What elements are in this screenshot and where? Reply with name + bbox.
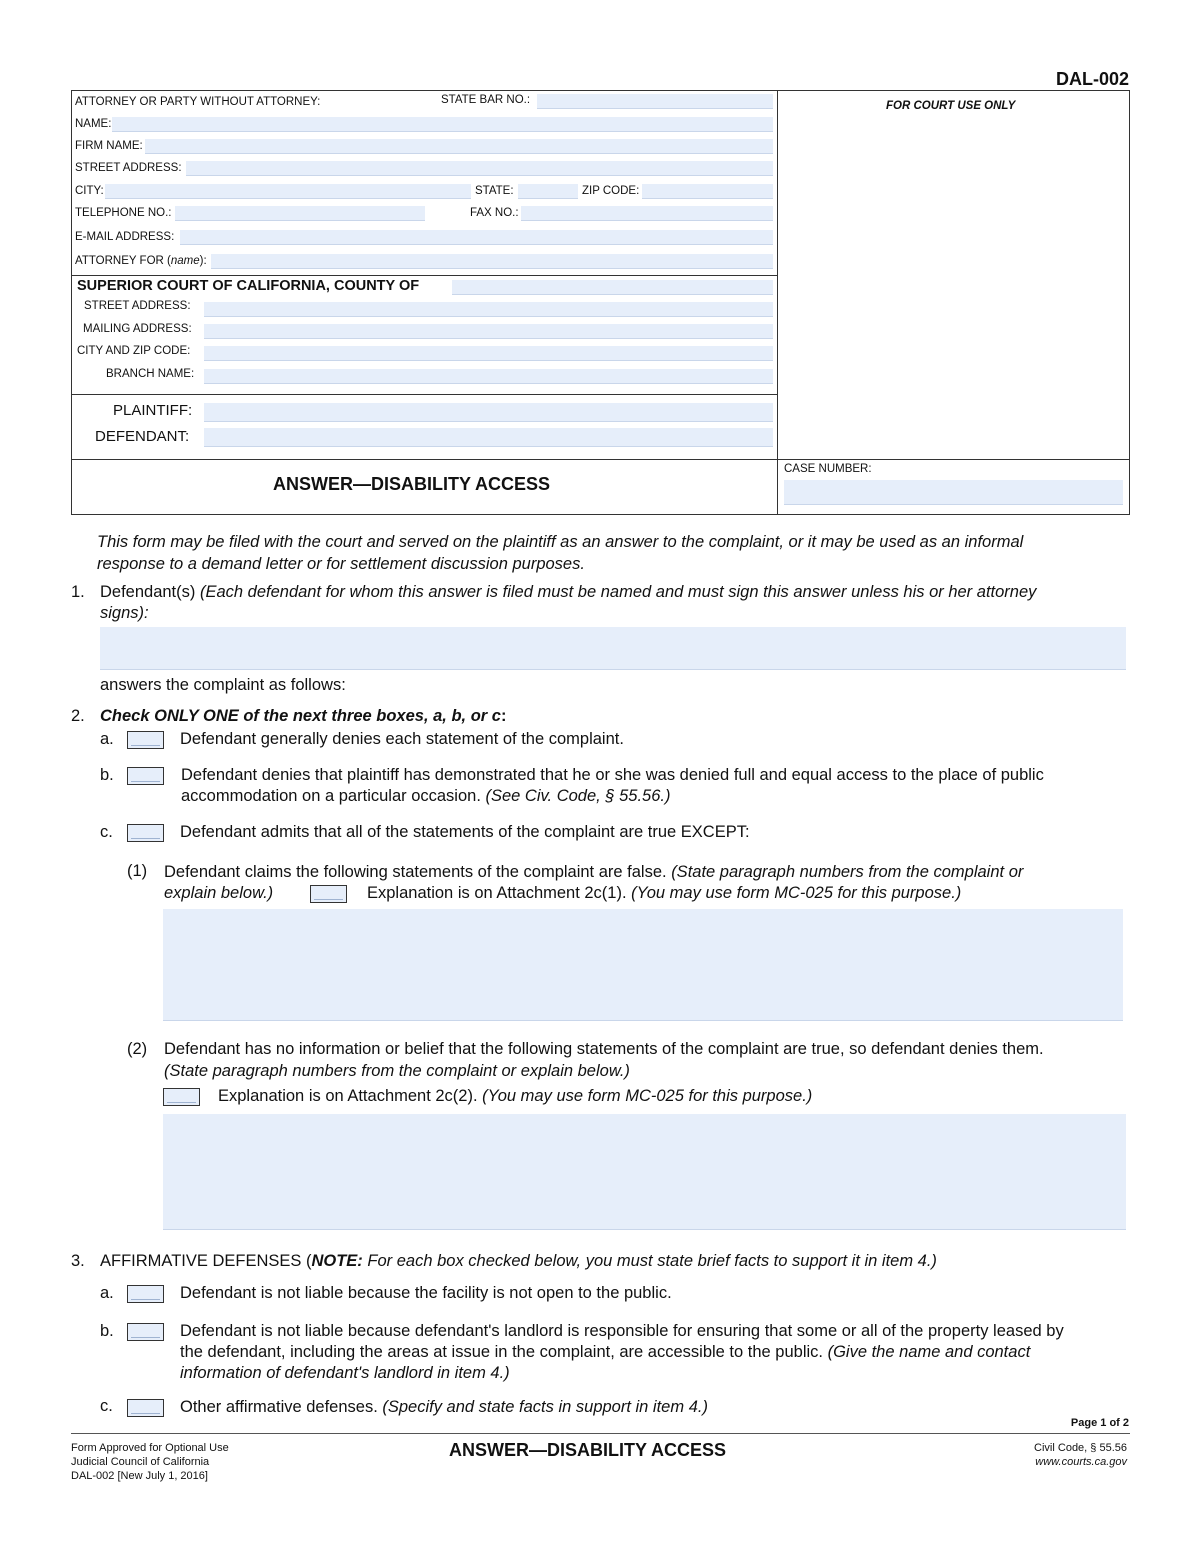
court-branch-label: BRANCH NAME: [106, 368, 195, 380]
item2c2-line-1: Defendant has no information or belief that the following statements of the complaint are true, so defendant denies them. [164, 1040, 1044, 1058]
item3a-letter: a. [100, 1284, 114, 1302]
parties-divider [72, 394, 777, 395]
item2a-text: Defendant generally denies each statement of the complaint. [180, 730, 624, 748]
state-field[interactable] [518, 184, 578, 199]
item1-after: answers the complaint as follows: [100, 676, 346, 694]
intro-line-1: This form may be filed with the court and served on the plaintiff as an answer to the complaint, or it may be used as an informal [97, 533, 1024, 551]
item2c1-line-2: explain below.) [164, 884, 274, 902]
footer-council: Judicial Council of California [71, 1456, 210, 1468]
footer-left [71, 1441, 229, 1483]
state-bar-field[interactable] [537, 94, 773, 109]
court-branch-field[interactable] [204, 369, 773, 384]
attorney-label: ATTORNEY OR PARTY WITHOUT ATTORNEY: [75, 96, 321, 108]
court-use-label: FOR COURT USE ONLY [886, 100, 1016, 112]
footer-approval: Form Approved for Optional Use [71, 1442, 229, 1454]
phone-label: TELEPHONE NO.: [75, 207, 172, 219]
email-field[interactable] [180, 230, 773, 245]
item2-number: 2. [71, 707, 85, 725]
phone-field[interactable] [175, 206, 425, 221]
item3c-letter: c. [100, 1397, 113, 1415]
item3c-text: Other affirmative defenses. (Specify and state facts in support in item 4.) [180, 1398, 708, 1416]
item1-line-2: signs): [100, 604, 149, 622]
item3-number: 3. [71, 1252, 85, 1270]
item3-heading: AFFIRMATIVE DEFENSES (NOTE: For each box checked below, you must state brief facts to support it in item 4.) [100, 1252, 937, 1270]
footer-civil-code: Civil Code, § 55.56 [1034, 1442, 1127, 1454]
footer-website: www.courts.ca.gov [1035, 1456, 1127, 1468]
county-field[interactable] [452, 280, 773, 295]
court-street-field[interactable] [204, 302, 773, 317]
item2c1-explanation-field[interactable] [163, 909, 1123, 1021]
item2c-checkbox[interactable] [127, 824, 164, 842]
plaintiff-field[interactable] [204, 403, 773, 422]
item2c-letter: c. [100, 823, 113, 841]
caption-divider [777, 91, 778, 515]
street-label: STREET ADDRESS: [75, 162, 182, 174]
court-cityzip-label: CITY AND ZIP CODE: [77, 345, 191, 357]
footer-rule [71, 1433, 1130, 1434]
firm-field[interactable] [145, 139, 773, 154]
name-field[interactable] [112, 117, 773, 132]
form-number: DAL-002 [1055, 69, 1129, 89]
item2c2-attachment-text: Explanation is on Attachment 2c(2). (You may use form MC-025 for this purpose.) [218, 1087, 813, 1105]
item2c2-explanation-field[interactable] [163, 1114, 1126, 1230]
item3c-checkbox[interactable] [127, 1399, 164, 1417]
footer-right [1034, 1441, 1127, 1469]
item3b-line-3: information of defendant's landlord in item 4.) [180, 1364, 510, 1382]
court-cityzip-field[interactable] [204, 346, 773, 361]
footer-form-id: DAL-002 [New July 1, 2016] [71, 1470, 208, 1482]
defendant-label: DEFENDANT: [95, 428, 190, 445]
case-number-field[interactable] [784, 480, 1123, 505]
item2c1-line-1: Defendant claims the following statements of the complaint are false. (State paragraph numbers from the complaint or [164, 863, 1024, 881]
item2c-text: Defendant admits that all of the statements of the complaint are true EXCEPT: [180, 823, 750, 841]
court-mailing-label: MAILING ADDRESS: [83, 323, 192, 335]
item1-line-1: Defendant(s) (Each defendant for whom this answer is filed must be named and must sign this answer unless his or her attorney [100, 583, 1037, 601]
item2c1-number: (1) [127, 862, 148, 880]
item2b-line-2: accommodation on a particular occasion. (See Civ. Code, § 55.56.) [181, 787, 671, 805]
item2a-letter: a. [100, 730, 114, 748]
item2c2-attachment-checkbox[interactable] [163, 1088, 200, 1106]
item2c1-attachment-checkbox[interactable] [310, 885, 347, 903]
item2-heading: Check ONLY ONE of the next three boxes, a, b, or c: [100, 707, 507, 725]
defendant-field[interactable] [204, 428, 773, 447]
email-label: E-MAIL ADDRESS: [75, 231, 175, 243]
name-label: NAME: [75, 118, 112, 130]
court-divider [72, 275, 777, 276]
court-mailing-field[interactable] [204, 324, 773, 339]
city-field[interactable] [105, 184, 471, 199]
footer-title: ANSWER—DISABILITY ACCESS [449, 1440, 727, 1460]
item1-number: 1. [71, 583, 85, 601]
item3b-checkbox[interactable] [127, 1323, 164, 1341]
item2b-checkbox[interactable] [127, 767, 164, 785]
item3b-line-2: the defendant, including the areas at issue in the complaint, are accessible to the public. (Give the name and contact [180, 1343, 1031, 1361]
plaintiff-label: PLAINTIFF: [113, 402, 193, 419]
defendant-names-field[interactable] [100, 627, 1126, 670]
attorney-for-label: ATTORNEY FOR (name): [75, 255, 207, 267]
zip-label: ZIP CODE: [582, 185, 640, 197]
street-field[interactable] [186, 161, 773, 176]
court-street-label: STREET ADDRESS: [84, 300, 191, 312]
item2b-line-1: Defendant denies that plaintiff has demonstrated that he or she was denied full and equal access to the place of public [181, 766, 1044, 784]
page-number: Page 1 of 2 [1070, 1417, 1129, 1429]
state-bar-label: STATE BAR NO.: [441, 94, 531, 106]
firm-label: FIRM NAME: [75, 140, 143, 152]
intro-line-2: response to a demand letter or for settlement discussion purposes. [97, 555, 585, 573]
item2a-checkbox[interactable] [127, 731, 164, 749]
item3b-letter: b. [100, 1322, 114, 1340]
attorney-for-field[interactable] [211, 254, 773, 269]
state-label: STATE: [475, 185, 514, 197]
case-number-label: CASE NUMBER: [784, 463, 872, 475]
item2c2-line-2: (State paragraph numbers from the complaint or explain below.) [164, 1062, 630, 1080]
item2c1-attachment-text: Explanation is on Attachment 2c(1). (You may use form MC-025 for this purpose.) [367, 884, 962, 902]
fax-label: FAX NO.: [470, 207, 519, 219]
item3b-line-1: Defendant is not liable because defendant's landlord is responsible for ensuring that some or all of the property leased by [180, 1322, 1064, 1340]
title-divider [72, 459, 1130, 460]
zip-field[interactable] [642, 184, 773, 199]
item3a-checkbox[interactable] [127, 1285, 164, 1303]
court-title: SUPERIOR COURT OF CALIFORNIA, COUNTY OF [77, 278, 420, 294]
item2b-letter: b. [100, 766, 114, 784]
fax-field[interactable] [521, 206, 773, 221]
item2c2-number: (2) [127, 1040, 148, 1058]
item3a-text: Defendant is not liable because the facility is not open to the public. [180, 1284, 672, 1302]
city-label: CITY: [75, 185, 104, 197]
document-title: ANSWER—DISABILITY ACCESS [273, 474, 551, 494]
